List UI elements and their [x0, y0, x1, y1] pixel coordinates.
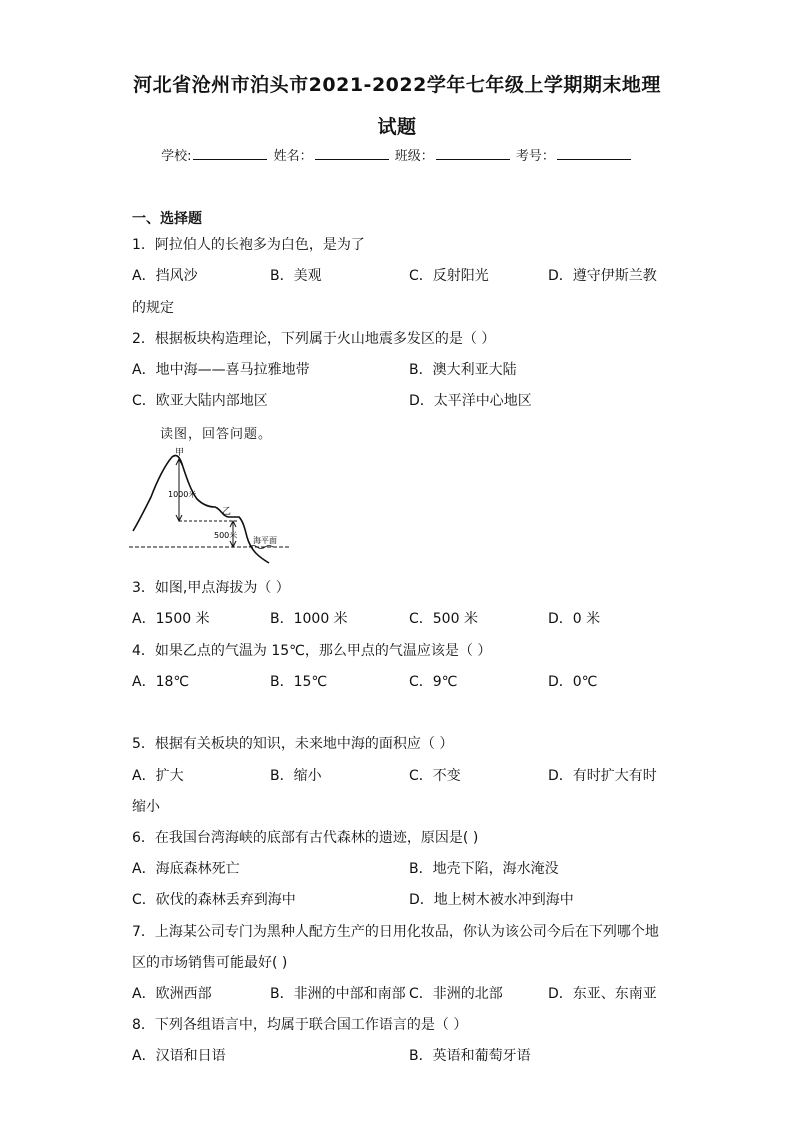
question-2-stem: 2．根据板块构造理论，下列属于火山地震多发区的是（ ）	[132, 331, 496, 347]
label-jia: 甲	[175, 448, 185, 458]
question-7-stem-line2: 区的市场销售可能最好( )	[132, 955, 288, 971]
question-5-option-d[interactable]: D．有时扩大有时	[548, 768, 657, 784]
question-2-option-d[interactable]: D．太平洋中心地区	[409, 393, 532, 409]
question-8-option-a[interactable]: A．汉语和日语	[132, 1048, 226, 1064]
question-5-option-a[interactable]: A．扩大	[132, 768, 184, 784]
question-8-stem: 8．下列各组语言中，均属于联合国工作语言的是（ ）	[132, 1017, 468, 1033]
question-4-stem: 4．如果乙点的气温为 15℃，那么甲点的气温应该是（ ）	[132, 643, 492, 659]
question-3-option-b[interactable]: B．1000 米	[270, 611, 348, 627]
question-6-option-b[interactable]: B．地壳下陷，海水淹没	[409, 861, 559, 877]
class-blank[interactable]	[436, 147, 510, 160]
question-5-stem: 5．根据有关板块的知识，未来地中海的面积应（ ）	[132, 736, 454, 752]
question-1-stem: 1．阿拉伯人的长袍多为白色，是为了	[132, 237, 365, 253]
question-3-stem: 3．如图,甲点海拔为（ ）	[132, 580, 290, 596]
mountain-diagram	[125, 443, 295, 573]
question-7-option-a[interactable]: A．欧洲西部	[132, 986, 212, 1002]
question-6-option-d[interactable]: D．地上树木被水冲到海中	[409, 892, 574, 908]
school-blank[interactable]	[193, 147, 267, 160]
question-1-option-c[interactable]: C．反射阳光	[409, 268, 489, 284]
name-label: 姓名：	[273, 149, 313, 164]
diagram-caption: 读图，回答问题。	[160, 427, 273, 442]
question-6-option-a[interactable]: A．海底森林死亡	[132, 861, 240, 877]
question-6-stem: 6．在我国台湾海峡的底部有古代森林的遗迹，原因是( )	[132, 830, 479, 846]
class-label: 班级：	[394, 149, 434, 164]
question-1-option-d-continuation: 的规定	[132, 300, 174, 316]
exam-title-line1: 河北省沧州市泊头市2021-2022学年七年级上学期期末地理	[133, 74, 661, 96]
label-500m: 500米	[214, 531, 238, 540]
question-2-option-b[interactable]: B．澳大利亚大陆	[409, 362, 517, 378]
label-1000m: 1000米	[168, 490, 197, 499]
exam-number-blank[interactable]	[557, 147, 631, 160]
question-1-option-a[interactable]: A．挡风沙	[132, 268, 198, 284]
question-4-option-d[interactable]: D．0℃	[548, 674, 598, 690]
exam-number-label: 考号：	[515, 149, 555, 164]
question-5-option-c[interactable]: C．不变	[409, 768, 461, 784]
question-7-stem-line1: 7．上海某公司专门为黑种人配方生产的日用化妆品，你认为该公司今后在下列哪个地	[132, 924, 659, 940]
question-4-option-a[interactable]: A．18℃	[132, 674, 190, 690]
label-sea-level: 海平面	[253, 536, 277, 545]
question-2-option-c[interactable]: C．欧亚大陆内部地区	[132, 393, 268, 409]
question-7-option-d[interactable]: D．东亚、东南亚	[548, 986, 657, 1002]
student-info-row	[0, 145, 794, 164]
question-1-option-b[interactable]: B．美观	[270, 268, 322, 284]
question-4-option-c[interactable]: C．9℃	[409, 674, 458, 690]
exam-title-line2: 试题	[377, 116, 417, 138]
question-1-option-d[interactable]: D．遵守伊斯兰教	[548, 268, 657, 284]
name-blank[interactable]	[315, 147, 389, 160]
question-7-option-b[interactable]: B．非洲的中部和南部	[270, 986, 406, 1002]
school-label: 学校:	[161, 149, 192, 164]
question-3-option-c[interactable]: C．500 米	[409, 611, 478, 627]
question-6-option-c[interactable]: C．砍伐的森林丢弃到海中	[132, 892, 296, 908]
question-4-option-b[interactable]: B．15℃	[270, 674, 328, 690]
question-3-option-d[interactable]: D．0 米	[548, 611, 601, 627]
question-5-option-d-continuation: 缩小	[132, 799, 160, 815]
question-8-option-b[interactable]: B．英语和葡萄牙语	[409, 1048, 531, 1064]
question-3-option-a[interactable]: A．1500 米	[132, 611, 210, 627]
question-5-option-b[interactable]: B．缩小	[270, 768, 322, 784]
section-heading: 一、选择题	[132, 211, 202, 227]
question-2-option-a[interactable]: A．地中海——喜马拉雅地带	[132, 362, 310, 378]
label-yi: 乙	[222, 507, 232, 517]
question-7-option-c[interactable]: C．非洲的北部	[409, 986, 503, 1002]
